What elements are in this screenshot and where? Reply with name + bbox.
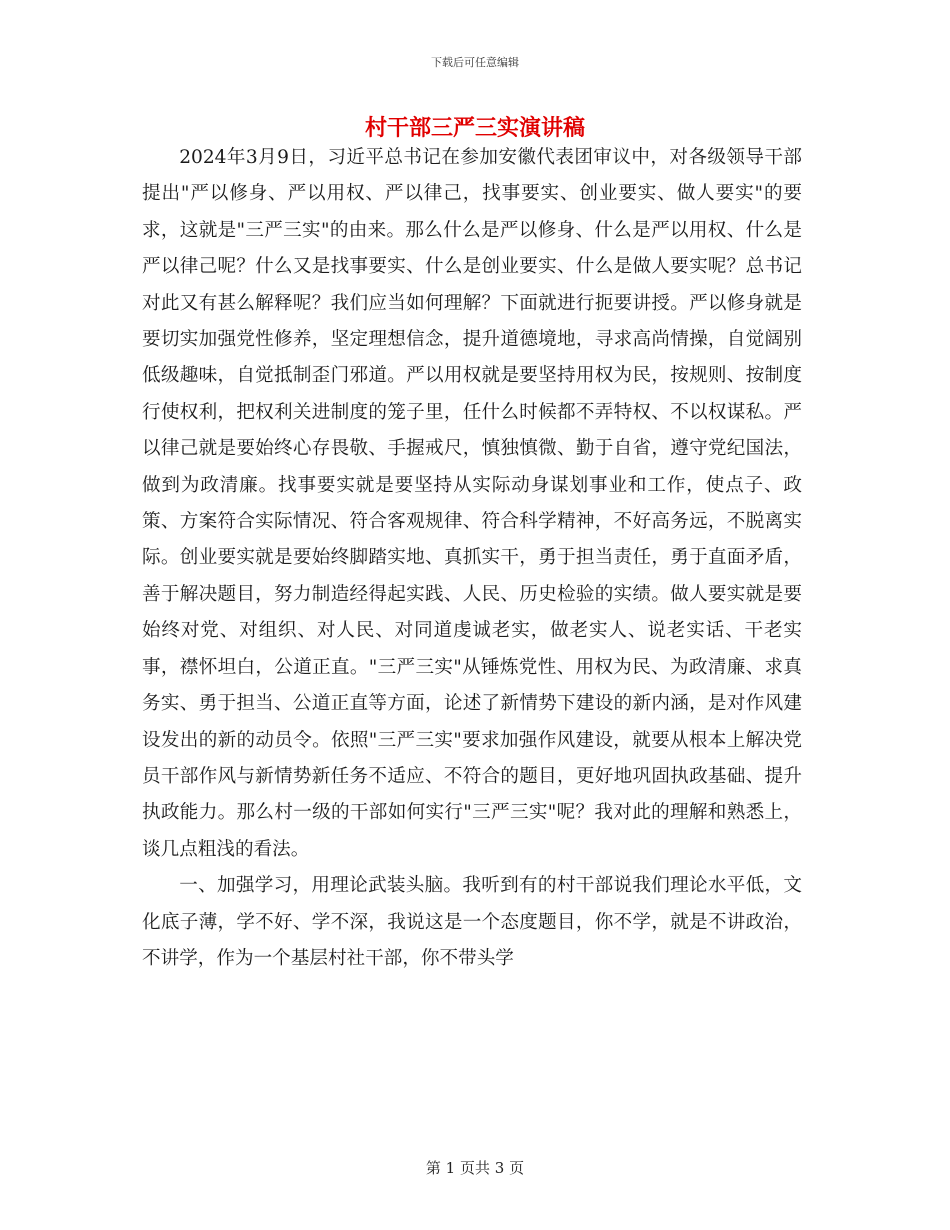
document-title: 村干部三严三实演讲稿 [364,115,585,141]
document-body [142,140,802,977]
body-paragraph-1: 2024年3月9日，习近平总书记在参加安徽代表团审议中，对各级领导干部提出"严以修身、严以用权、严以律己，找事要实、创业要实、做人要实"的要求，这就是"三严三实"的由来。那么什么是严以修身、什么是严以用权、什么是严以律己呢？什么又是找事要实、什么是创业要实、什么是做人要实呢？总书记对此又有甚么解释呢？我们应当如何理解？下面就进行扼要讲授。严以修身就是要切实加强党性修养，坚定理想信念，提升道德境地，寻求高尚情操，自觉阔别低级趣味，自觉抵制歪门邪道。严以用权就是要坚持用权为民，按规则、按制度行使权利，把权利关进制度的笼子里，任什么时候都不弄特权、不以权谋私。严以律己就是要始终心存畏敬、手握戒尺，慎独慎微、勤于自省，遵守党纪国法，做到为政清廉。找事要实就是要坚持从实际动身谋划事业和工作，使点子、政策、方案符合实际情况、符合客观规律、符合科学精神，不好高务远，不脱离实际。创业要实就是要始终脚踏实地、真抓实干，勇于担当责任，勇于直面矛盾，善于解决题目，努力制造经得起实践、人民、历史检验的实绩。做人要实就是要始终对党、对组织、对人民、对同道虔诚老实，做老实人、说老实话、干老实事，襟怀坦白，公道正直。"三严三实"从锤炼党性、用权为民、为政清廉、求真务实、勇于担当、公道正直等方面，论述了新情势下建设的新内涵，是对作风建设发出的新的动员令。依照"三严三实"要求加强作风建设，就要从根本上解决党员干部作风与新情势新任务不适应、不符合的题目，更好地巩固执政基础、提升执政能力。那么村一级的干部如何实行"三严三实"呢？我对此的理解和熟悉上，谈几点粗浅的看法。 [142,147,802,860]
body-paragraph-2: 一、加强学习，用理论武装头脑。我听到有的村干部说我们理论水平低，文化底子薄，学不好、学不深，我说这是一个态度题目，你不学，就是不讲政治，不讲学，作为一个基层村社干部，你不带头学 [142,875,802,969]
page-number-footer: 第 1 页共 3 页 [425,1159,525,1177]
page-header-note: 下载后可任意编辑 [431,56,519,69]
